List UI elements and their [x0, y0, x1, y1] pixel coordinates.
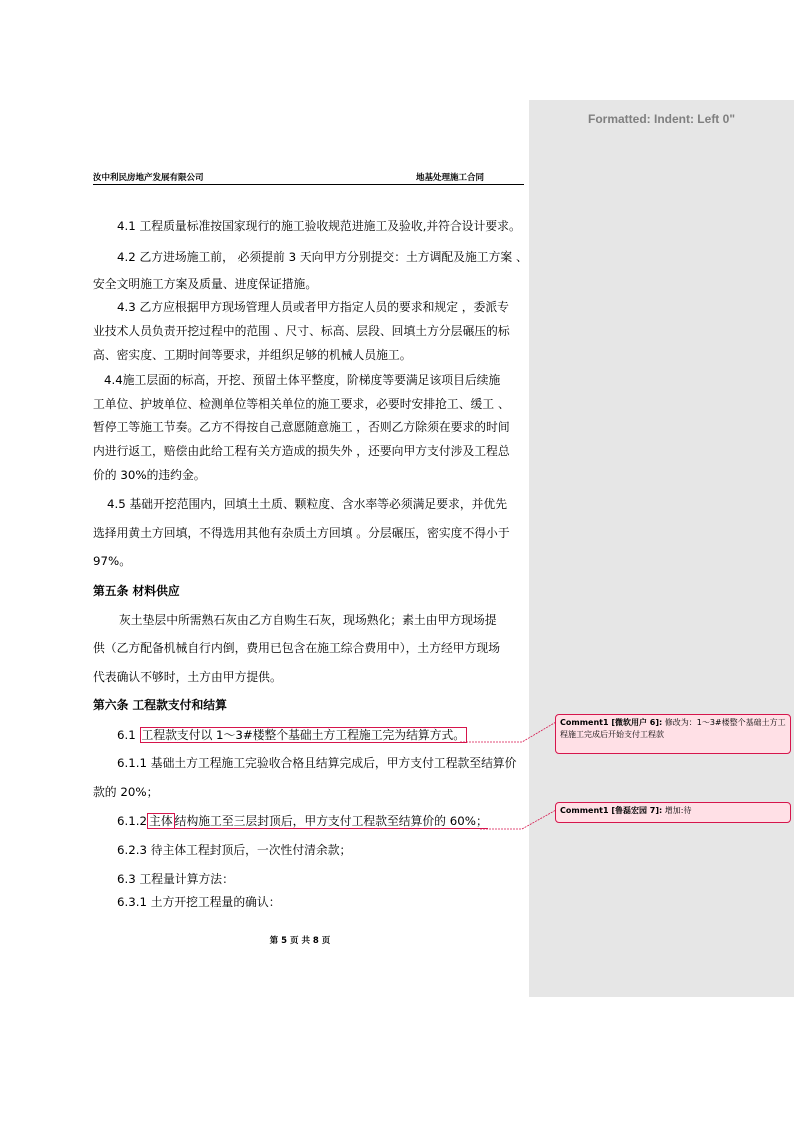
para-6-2-3: 6.2.3 待主体工程封顶后，一次性付清余款； — [117, 843, 352, 857]
commented-text-6-1-2[interactable]: 主体 — [149, 814, 173, 828]
para-4-5-line1: 4.5 基础开挖范围内，回填土土质、颗粒度、含水率等必须满足要求，并优先 — [107, 497, 508, 511]
para-5-line3: 代表确认不够时，土方由甲方提供。 — [93, 670, 282, 684]
para-6-1-2-text: 结构施工至三层封顶后，甲方支付工程款至结算价的 60%； — [174, 814, 488, 828]
article-5-heading: 第五条 材料供应 — [93, 584, 180, 598]
comment-1-text: 修改为：1～3#楼整个基础土方工程施工完成后开始支付工程款 — [560, 718, 786, 739]
comment-balloon-1[interactable] — [555, 714, 791, 754]
para-4-1: 4.1 工程质量标准按国家现行的施工验收规范进施工及验收,并符合设计要求。 — [117, 219, 521, 233]
para-4-2-line2: 安全文明施工方案及质量、进度保证措施。 — [93, 277, 318, 291]
header-doc-title: 地基处理施工合同 — [415, 173, 484, 183]
para-4-4-line3: 暂停工等施工节奏。乙方不得按自己意愿随意施工 ，否则乙方除须在要求的时间 — [93, 420, 510, 434]
para-4-4-line4: 内进行返工，赔偿由此给工程有关方造成的损失外 ，还要向甲方支付涉及工程总 — [93, 444, 510, 458]
formatting-note: Formatted: Indent: Left 0" — [587, 112, 736, 126]
comment-1-label: Comment1 [微软用户 6]: — [560, 718, 663, 727]
para-4-2-line1: 4.2 乙方进场施工前， 必须提前 3 天向甲方分别提交：土方调配及施工方案 、 — [117, 250, 528, 264]
para-6-3: 6.3 工程量计算方法： — [117, 872, 234, 886]
para-6-1-1-line2: 款的 20%； — [93, 785, 159, 799]
para-5-line1: 灰土垫层中所需熟石灰由乙方自购生石灰，现场熟化；素土由甲方现场提 — [119, 613, 497, 627]
para-4-4-line2: 工单位、护坡单位、检测单位等相关单位的施工要求，必要时安排抢工、缓工 、 — [93, 397, 510, 411]
para-4-5-line3: 97%。 — [93, 554, 132, 568]
para-5-line2: 供（乙方配备机械自行内倒，费用已包含在施工综合费用中），土方经甲方现场 — [93, 641, 500, 655]
comment-connector-2 — [480, 810, 556, 829]
comment-2-text: 增加:待 — [662, 806, 692, 815]
para-6-3-1: 6.3.1 土方开挖工程量的确认： — [117, 895, 281, 909]
comment-balloon-2[interactable] — [555, 802, 791, 823]
comment-2-label: Comment1 [鲁磊宏园 7]: — [560, 806, 663, 815]
para-4-3-line3: 高、密实度、工期时间等要求，并组织足够的机械人员施工。 — [93, 348, 412, 362]
para-4-4-line5: 价的 30%的违约金。 — [93, 468, 206, 482]
header-company: 汝中利民房地产发展有限公司 — [93, 173, 204, 183]
page-footer: 第 5 页 共 8 页 — [269, 936, 331, 946]
para-6-1-number: 6.1 — [117, 728, 136, 742]
para-4-3-line2: 业技术人员负责开挖过程中的范围 、尺寸、标高、层段、回填土方分层碾压的标 — [93, 324, 510, 338]
para-6-1-1-line1: 6.1.1 基础土方工程施工完验收合格且结算完成后，甲方支付工程款至结算价 — [117, 756, 517, 770]
para-4-4-line1: 4.4施工层面的标高，开挖、预留土体平整度，阶梯度等要满足该项目后续施 — [104, 373, 501, 387]
commented-text-6-1[interactable]: 工程款支付以 1～3#楼整个基础土方工程施工完为结算方式。 — [141, 728, 466, 742]
para-4-5-line2: 选择用黄土方回填，不得选用其他有杂质土方回填 。分层碾压，密实度不得小于 — [93, 526, 510, 540]
para-4-3-line1: 4.3 乙方应根据甲方现场管理人员或者甲方指定人员的要求和规定 ，委派专 — [117, 300, 509, 314]
article-6-heading: 第六条 工程款支付和结算 — [93, 698, 227, 712]
comment-connector-1 — [460, 722, 556, 742]
para-6-1-2-number: 6.1.2 — [117, 814, 148, 828]
